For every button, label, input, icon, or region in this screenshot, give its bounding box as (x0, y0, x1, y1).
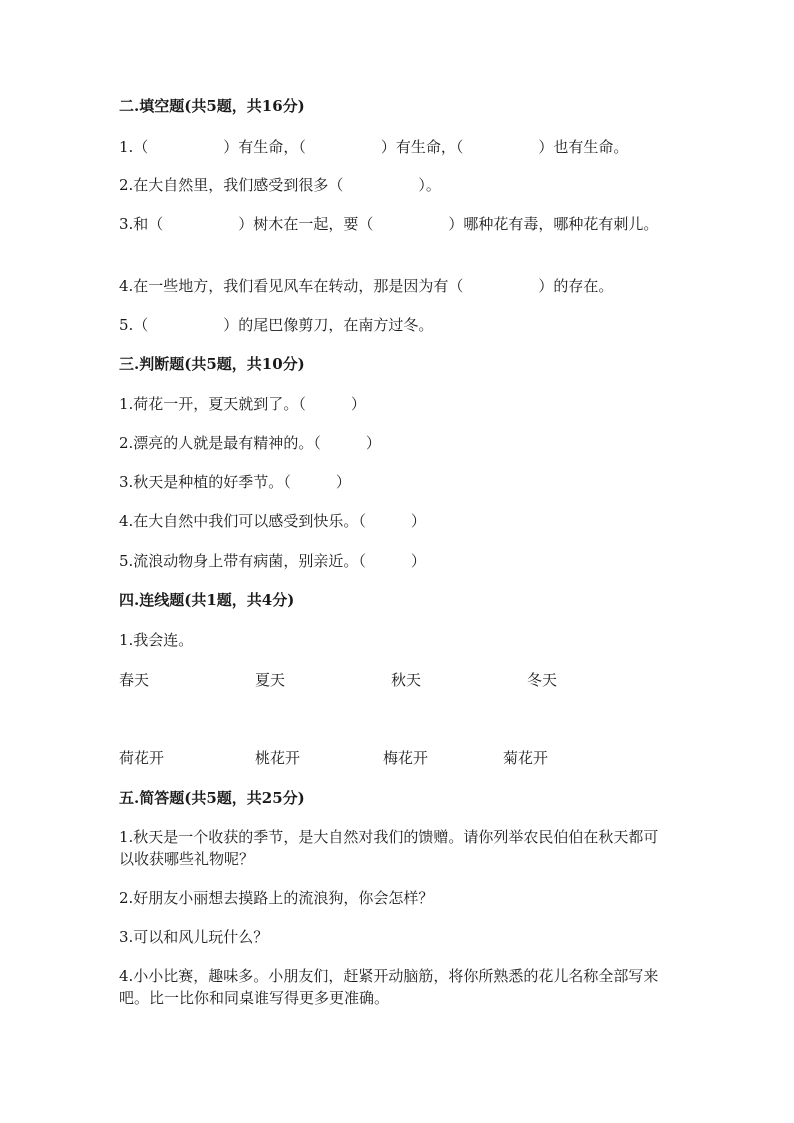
fill-blank-question-3: 3.和（ ）树木在一起，要（ ）哪种花有毒，哪种花有刺儿。 (119, 215, 659, 233)
fill-blank-question-2: 2.在大自然里，我们感受到很多（ ）。 (119, 176, 441, 194)
section-title-true-false: 三.判断题(共5题，共10分) (119, 355, 305, 373)
short-answer-question-4: 4.小小比赛，趣味多。小朋友们，赶紧开动脑筋，将你所熟悉的花儿名称全部写来吧。比一比你和同桌谁写得更多更准确。 (119, 967, 659, 1007)
fill-blank-question-4: 4.在一些地方，我们看见风车在转动，那是因为有（ ）的存在。 (119, 277, 614, 295)
flower-chrysanthemum: 菊花开 (503, 749, 549, 767)
short-answer-question-3: 3.可以和风儿玩什么？ (119, 928, 269, 946)
short-answer-question-2: 2.好朋友小丽想去摸路上的流浪狗，你会怎样？ (119, 889, 434, 907)
section-title-matching: 四.连线题(共1题，共4分) (119, 591, 295, 609)
true-false-question-4: 4.在大自然中我们可以感受到快乐。（ ） (119, 512, 426, 530)
fill-blank-question-5: 5.（ ）的尾巴像剪刀，在南方过冬。 (119, 316, 434, 334)
flower-lotus: 荷花开 (119, 749, 165, 767)
true-false-question-1: 1.荷花一开，夏天就到了。（ ） (119, 395, 366, 413)
season-autumn: 秋天 (391, 671, 422, 689)
true-false-question-3: 3.秋天是种植的好季节。（ ） (119, 473, 351, 491)
season-spring: 春天 (119, 671, 150, 689)
short-answer-question-1: 1.秋天是一个收获的季节，是大自然对我们的馈赠。请你列举农民伯伯在秋天都可以收获哪些礼物呢？ (119, 828, 659, 868)
true-false-question-2: 2.漂亮的人就是最有精神的。（ ） (119, 434, 381, 452)
flower-plum: 梅花开 (383, 749, 429, 767)
section-title-short-answer: 五.简答题(共5题，共25分) (119, 789, 305, 807)
matching-question-1: 1.我会连。 (119, 631, 194, 649)
season-summer: 夏天 (255, 671, 286, 689)
season-winter: 冬天 (527, 671, 558, 689)
section-title-fill-blank: 二.填空题(共5题，共16分) (119, 97, 305, 115)
flower-peach: 桃花开 (255, 749, 301, 767)
fill-blank-question-1: 1.（ ）有生命，（ ）有生命，（ ）也有生命。 (119, 138, 629, 156)
true-false-question-5: 5.流浪动物身上带有病菌，别亲近。（ ） (119, 552, 426, 570)
